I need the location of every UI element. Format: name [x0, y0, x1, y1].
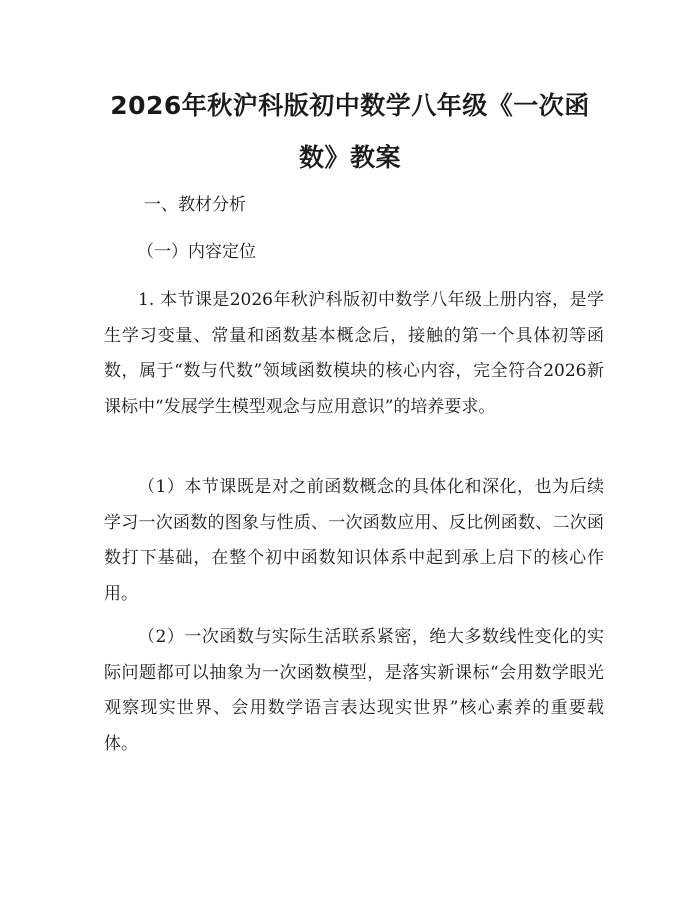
paragraph-3: （2）一次函数与实际生活联系紧密，绝大多数线性变化的实际问题都可以抽象为一次函数模型，是落实新课标“会用数学眼光观察现实世界、会用数学语言表达现实世界”核心素养的重要载体。: [104, 627, 604, 754]
document-title: 2026年秋沪科版初中数学八年级《一次函数》教案: [110, 91, 590, 172]
paragraph-1: 1. 本节课是2026年秋沪科版初中数学八年级上册内容，是学生学习变量、常量和函数基本概念后，接触的第一个具体初等函数，属于“数与代数”领域函数模块的核心内容，完全符合2026新课标中“发展学生模型观念与应用意识”的培养要求。: [104, 290, 604, 417]
section-heading-textbook-analysis: 一、教材分析: [144, 195, 246, 215]
paragraph-2: （1）本节课既是对之前函数概念的具体化和深化，也为后续学习一次函数的图象与性质、一次函数应用、反比例函数、二次函数打下基础，在整个初中函数知识体系中起到承上启下的核心作用。: [104, 477, 604, 604]
subsection-heading-content-positioning: （一）内容定位: [137, 242, 256, 262]
